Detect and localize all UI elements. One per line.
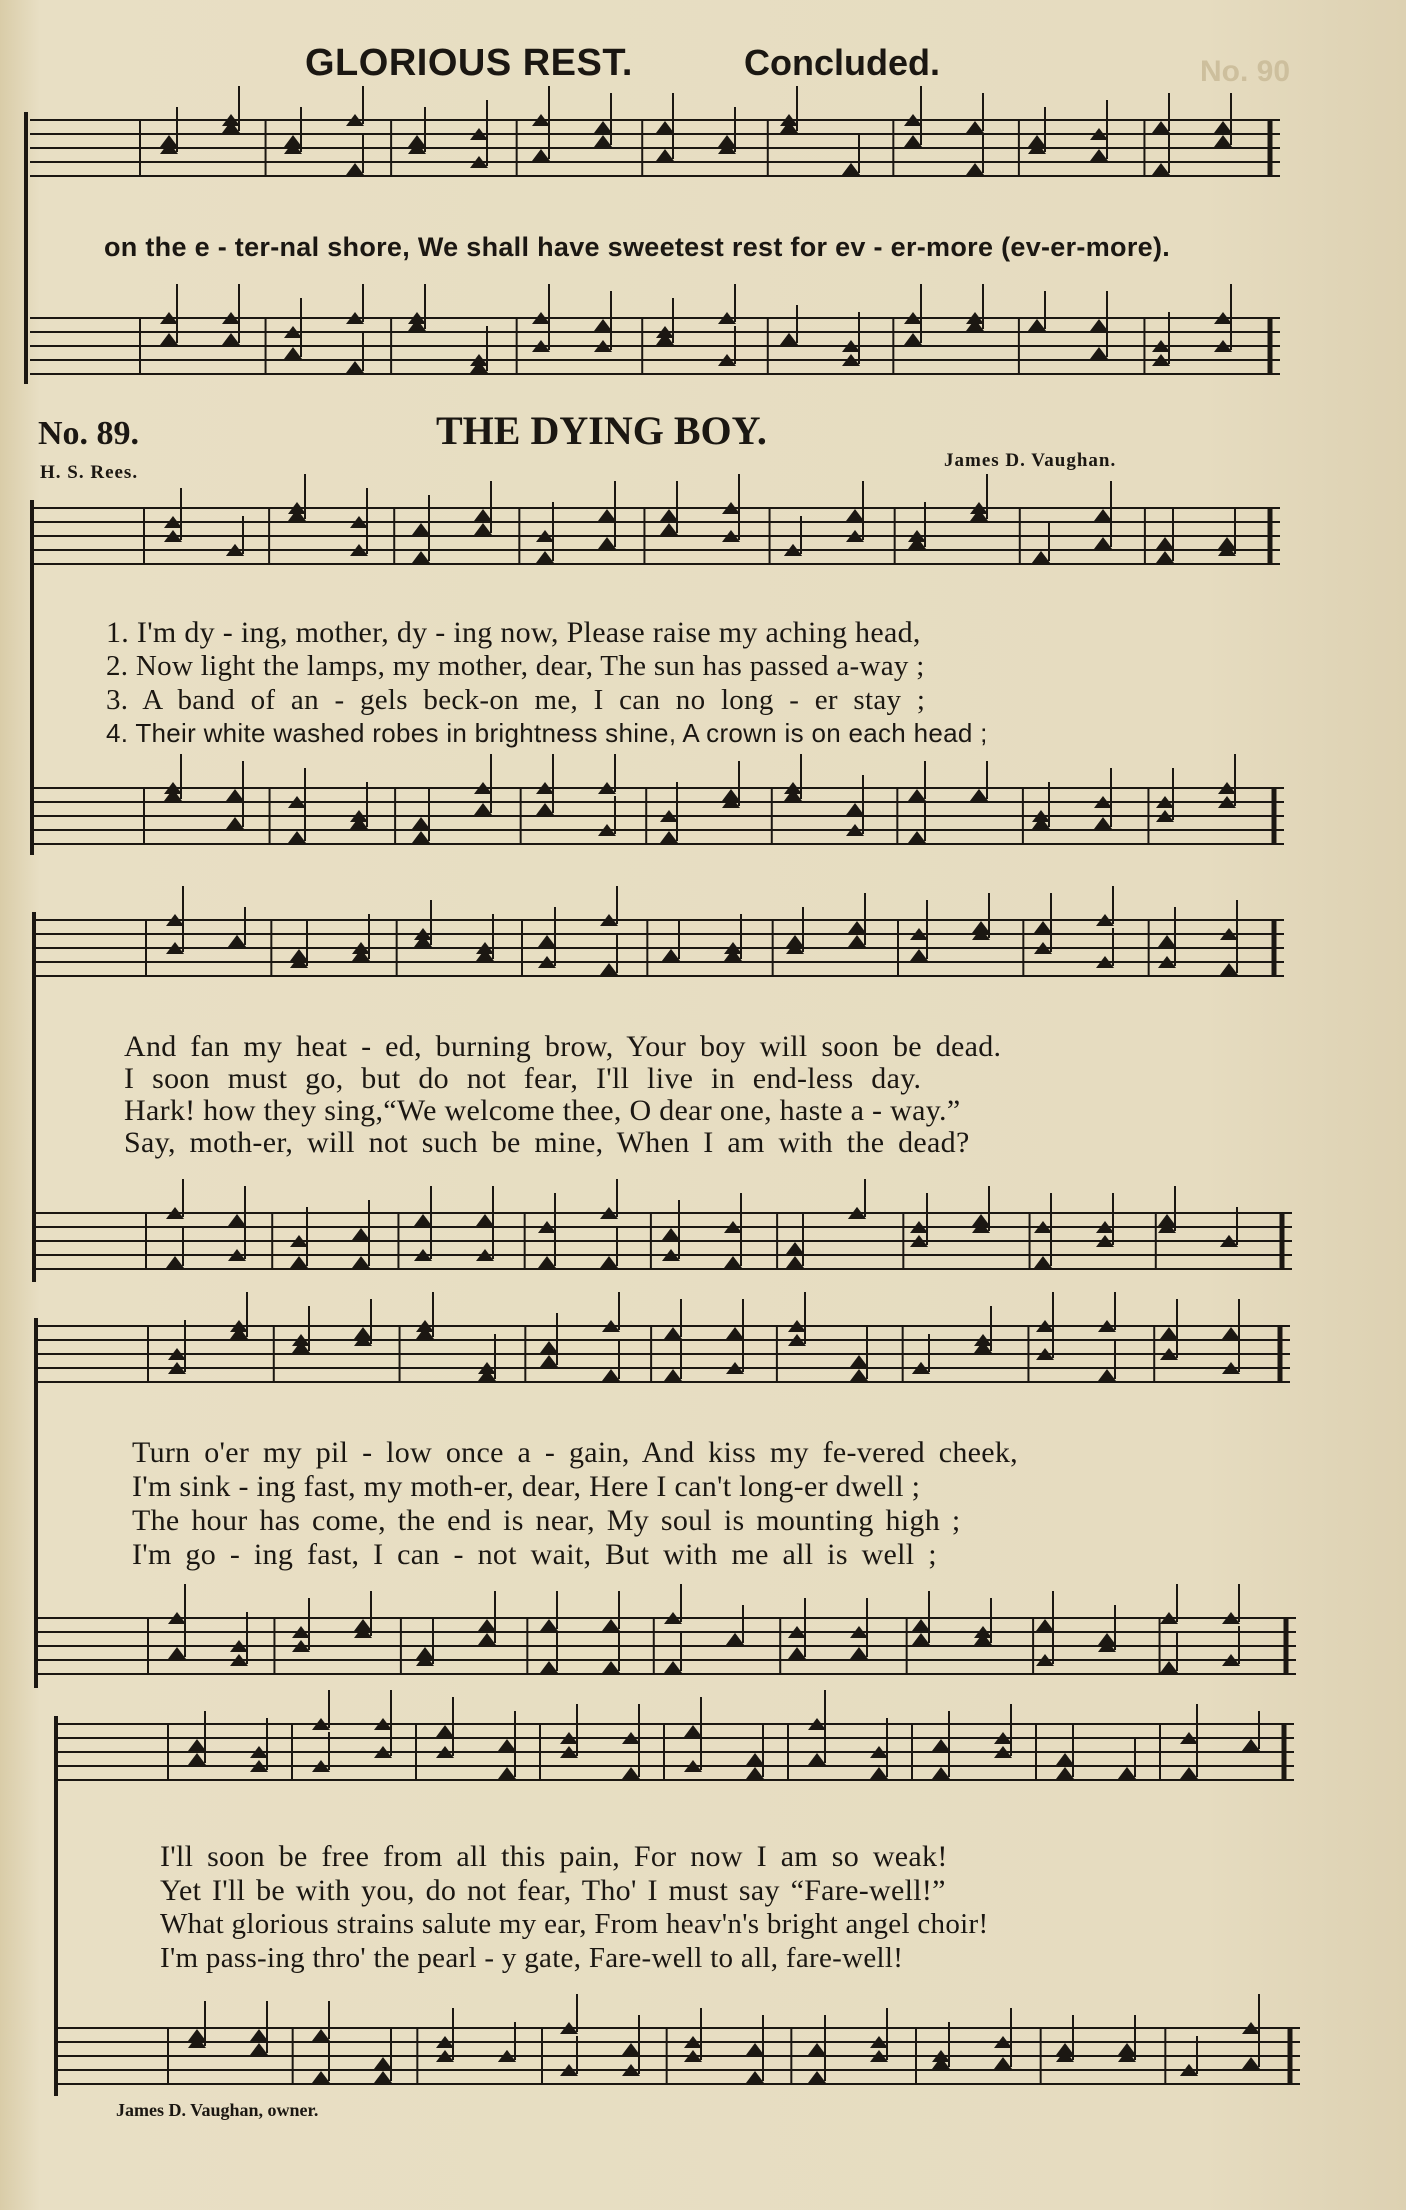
system-3-verse-4: I'm go - ing fast, I can - not wait, But with me all is well ; — [132, 1538, 937, 1571]
system-1-verse-1: 1. I'm dy - ing, mother, dy - ing now, Please raise my aching head, — [106, 616, 921, 649]
ghost-page-number: No. 90 — [1200, 55, 1291, 88]
system-3-verse-2: I'm sink - ing fast, my moth-er, dear, Here I can't long-er dwell ; — [132, 1470, 921, 1503]
song-title: THE DYING BOY. — [436, 408, 767, 453]
system-1-verse-3: 3. A band of an - gels beck-on me, I can no long - er stay ; — [106, 684, 926, 716]
system-4-verse-1: I'll soon be free from all this pain, For now I am so weak! — [160, 1840, 948, 1873]
top-treble-staff — [30, 112, 1280, 184]
system-2-verse-3: Hark! how they sing,“We welcome thee, O dear one, haste a - way.” — [124, 1094, 961, 1127]
header-subtitle: Concluded. — [744, 42, 940, 83]
top-system-brace — [24, 112, 28, 384]
system-4-verse-4: I'm pass-ing thro' the pearl - y gate, Fare-well to all, fare-well! — [160, 1942, 904, 1974]
system-1-bass-staff — [34, 780, 1284, 852]
lyricist: H. S. Rees. — [40, 462, 139, 483]
system-3-verse-3: The hour has come, the end is near, My soul is mounting high ; — [132, 1504, 961, 1537]
system-3-verse-1: Turn o'er my pil - low once a - gain, And kiss my fe-vered cheek, — [132, 1436, 1018, 1469]
system-2-verse-4: Say, moth-er, will not such be mine, When I am with the dead? — [124, 1126, 970, 1159]
owner-credit: James D. Vaughan, owner. — [116, 2100, 319, 2120]
song-number: No. 89. — [38, 415, 140, 452]
system-2-bass-staff — [36, 1205, 1292, 1277]
top-lyric-line: on the e - ter-nal shore, We shall have sweetest rest for ev - er-more (ev-er-more). — [104, 232, 1171, 262]
system-2-verse-2: I soon must go, but do not fear, I'll live in end-less day. — [124, 1062, 922, 1095]
system-4-verse-2: Yet I'll be with you, do not fear, Tho' I must say “Fare-well!” — [160, 1874, 946, 1907]
system-4-verse-3: What glorious strains salute my ear, From heav'n's bright angel choir! — [160, 1908, 989, 1940]
system-2-treble-staff — [36, 912, 1284, 984]
top-bass-staff — [30, 310, 1280, 382]
system-4-bass-staff — [58, 2020, 1300, 2092]
system-2-verse-1: And fan my heat - ed, burning brow, Your boy will soon be dead. — [124, 1030, 1002, 1063]
system-4-treble-staff — [58, 1716, 1294, 1788]
system-3-bass-staff — [38, 1610, 1296, 1682]
system-1-verse-2: 2. Now light the lamps, my mother, dear, The sun has passed a-way ; — [106, 650, 925, 682]
composer: James D. Vaughan. — [944, 450, 1117, 471]
system-1-treble-staff — [34, 500, 1280, 572]
header-title: GLORIOUS REST. — [305, 42, 633, 84]
system-3-treble-staff — [38, 1318, 1290, 1390]
system-1-verse-4: 4. Their white washed robes in brightness shine, A crown is on each head ; — [106, 718, 988, 748]
